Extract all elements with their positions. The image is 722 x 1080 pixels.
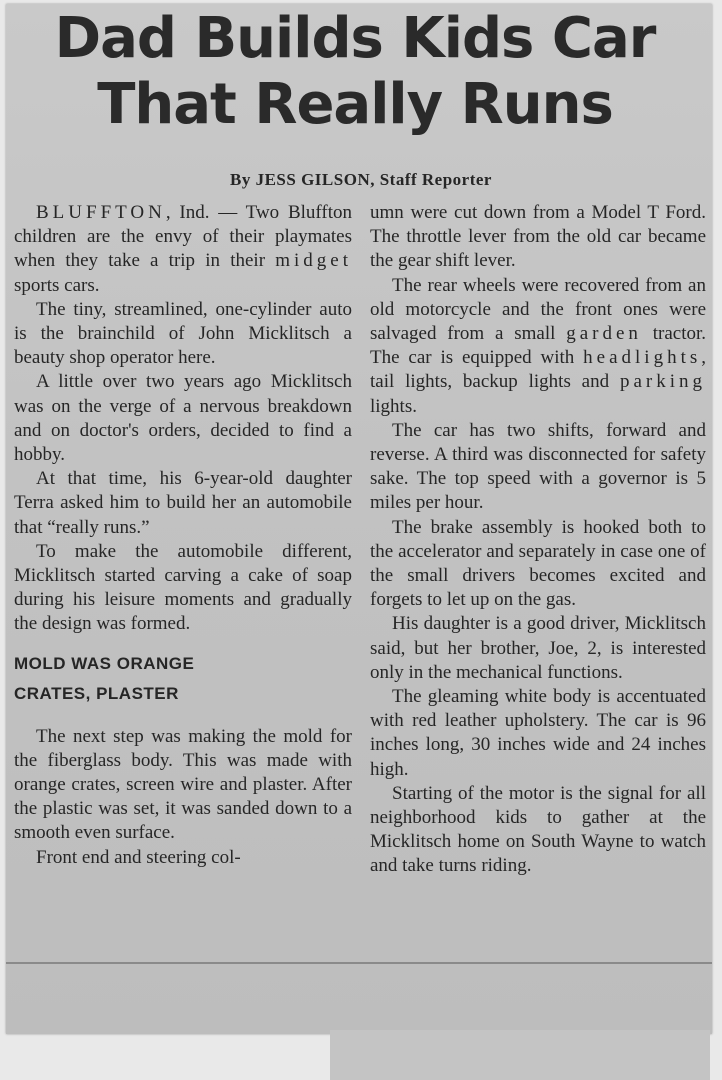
article-column-right <box>370 201 706 879</box>
paragraph: To make the automobile different, Micklitsch started carving a cake of soap during his leisure moments and gradually the design was formed. <box>14 540 352 635</box>
paragraph: Starting of the motor is the signal for all neighborhood kids to gather at the Micklitsch home on South Wayne to watch and take turns riding. <box>370 782 706 877</box>
headline-line-2: That Really Runs <box>97 72 613 137</box>
paragraph: His daughter is a good driver, Micklitsch said, but her brother, Joe, 2, is interested only in the mechanical functions. <box>370 613 706 683</box>
paragraph: Front end and steering col- <box>36 846 241 868</box>
paragraph: umn were cut down from a Model T Ford. The throttle lever from the old car became the gear shift lever. <box>370 202 706 272</box>
paragraph: The rear wheels were recovered from an old motorcycle and the front ones were salvaged from a small garden tractor. The car is equipped with headlights, tail lights, backup lights and parking lights. <box>370 274 707 417</box>
headline <box>10 6 700 138</box>
article-column-left <box>14 201 352 870</box>
clipping-bottom-tab <box>330 1030 710 1080</box>
subheading: MOLD WAS ORANGE CRATES, PLASTER <box>14 653 195 703</box>
byline: By JESS GILSON, Staff Reporter <box>230 170 492 189</box>
paragraph: A little over two years ago Micklitsch was on the verge of a nervous breakdown and on doctor's orders, decided to find a hobby. <box>14 371 352 466</box>
paragraph: The tiny, streamlined, one-cylinder auto is the brainchild of John Micklitsch a beauty shop operator here. <box>14 298 352 369</box>
paragraph: The next step was making the mold for the fiberglass body. This was made with orange crates, screen wire and plaster. After the plastic was set, it was sanded down to a smooth even surface. <box>14 725 352 844</box>
fold-line <box>6 962 712 964</box>
headline-line-1: Dad Builds Kids Car <box>54 6 656 71</box>
paragraph: The car has two shifts, forward and reverse. A third was disconnected for safety sake. The top speed with a governor is 5 miles per hour. <box>370 419 706 514</box>
paragraph: The gleaming white body is accentuated with red leather upholstery. The car is 96 inches long, 30 inches wide and 24 inches high. <box>370 686 706 780</box>
paragraph: The brake assembly is hooked both to the accelerator and separately in case one of the small drivers becomes excited and forgets to let up on the gas. <box>370 516 706 611</box>
paragraph: BLUFFTON, Ind. — Two Bluffton children are the envy of their playmates when they take a trip in their midget sports cars. <box>14 202 352 296</box>
paragraph: At that time, his 6-year-old daughter Terra asked him to build her an automobile that “really runs.” <box>14 468 352 538</box>
